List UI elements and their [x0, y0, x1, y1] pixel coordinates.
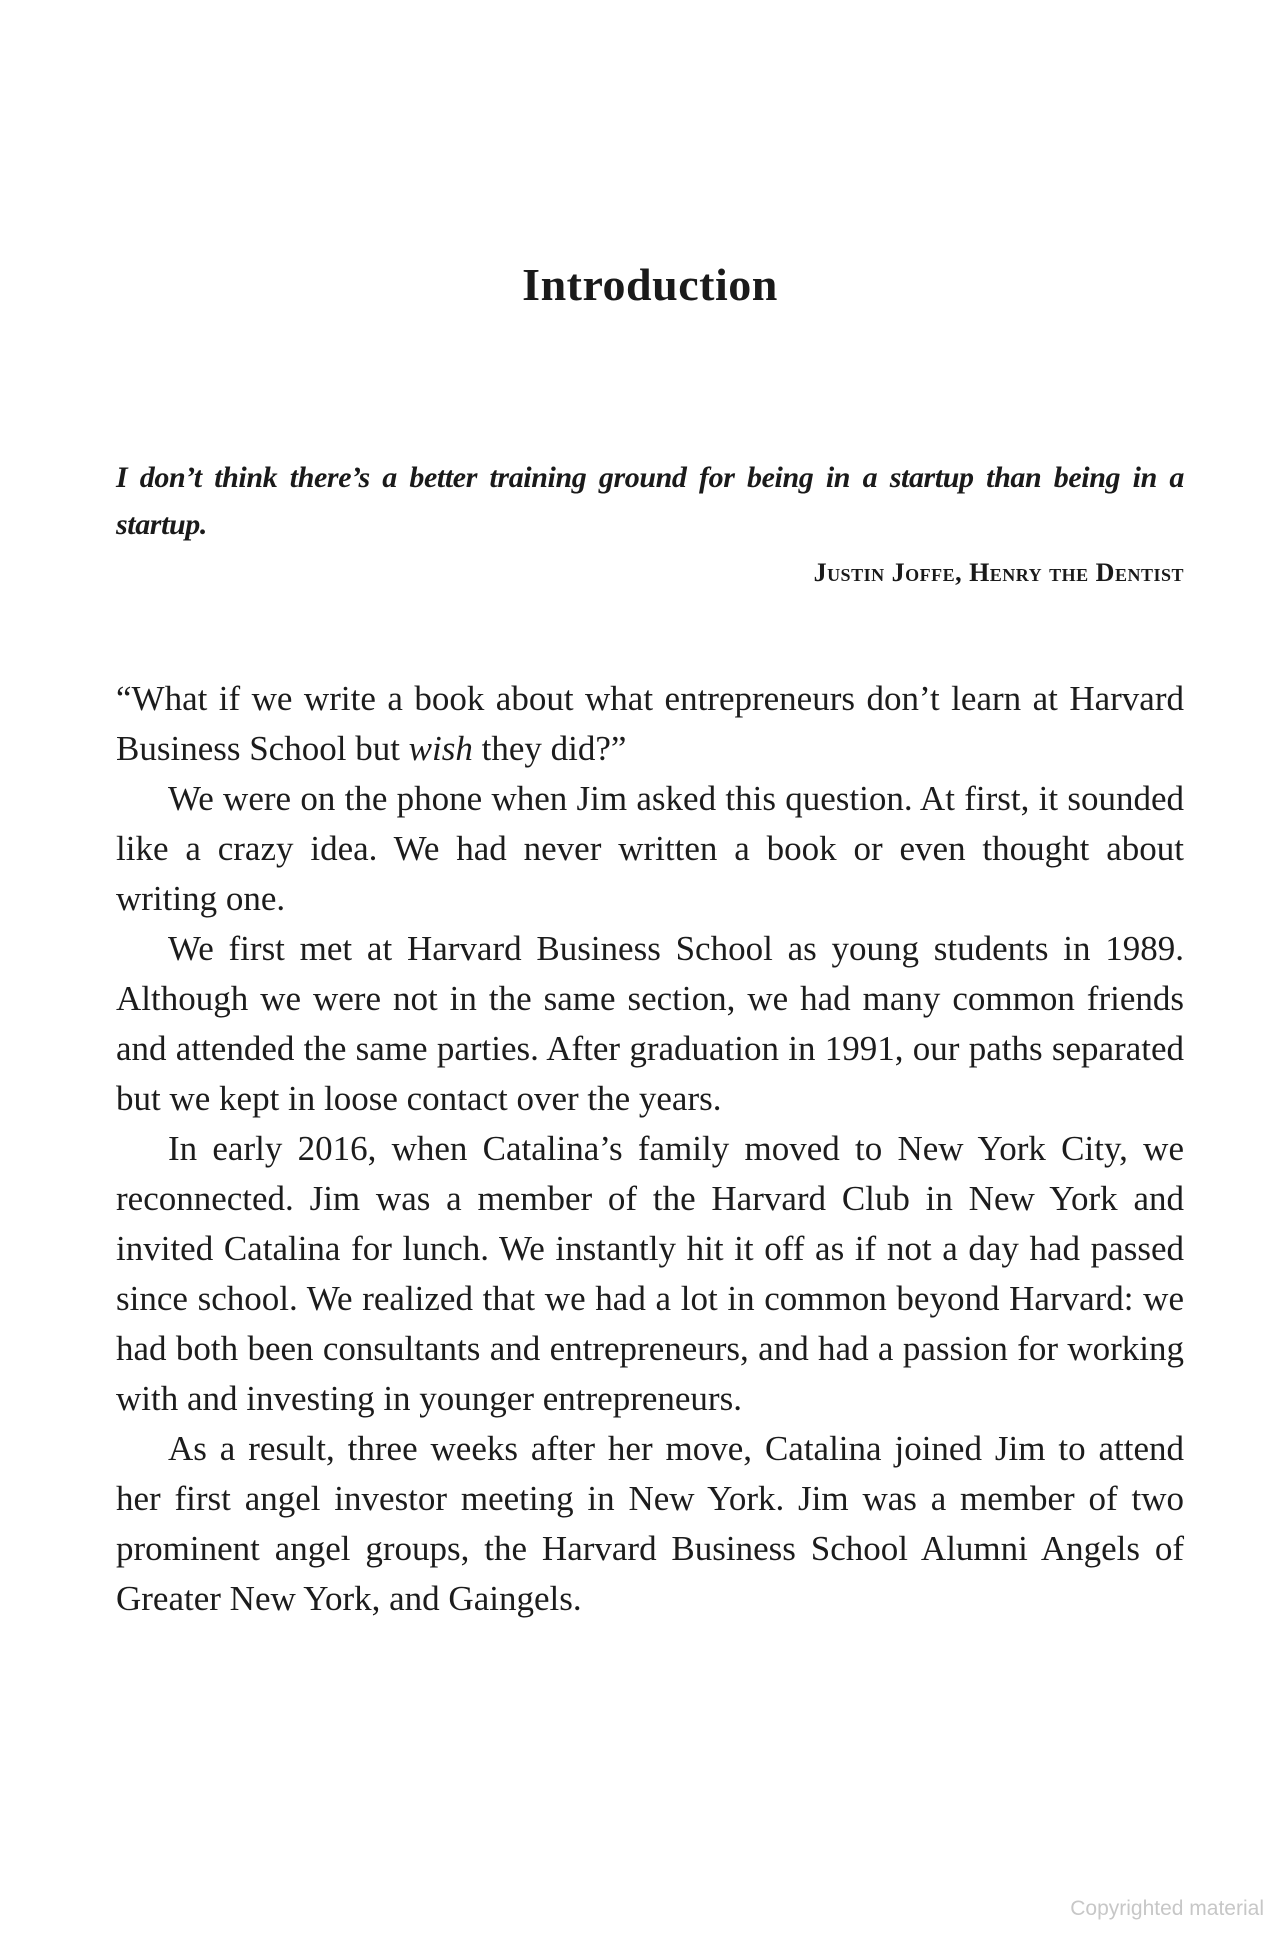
paragraph	[116, 774, 1184, 924]
text-run: As a result, three weeks after her move, Catalina joined Jim to attend her first angel investor meeting in New York. Jim was a member of two prominent angel groups, the Harvard Business School Alumni Angels of Greater New York, and Gaingels.	[116, 1429, 1184, 1618]
epigraph-attribution: Justin Joffe, Henry the Dentist	[813, 558, 1184, 587]
paragraph	[116, 924, 1184, 1124]
paragraph	[116, 1124, 1184, 1424]
body-paragraphs	[116, 674, 1184, 1624]
text-run: they did?”	[472, 729, 627, 768]
chapter-title: Introduction	[522, 259, 778, 310]
page-content	[116, 0, 1184, 1624]
epigraph-quote: I don’t think there’s a better training ground for being in a startup than being in a startup.	[116, 461, 1184, 541]
paragraph	[116, 1424, 1184, 1624]
copyright-watermark: Copyrighted material	[1070, 1897, 1264, 1920]
text-run: We first met at Harvard Business School as young students in 1989. Although we were not in the same section, we had many common friends and attended the same parties. After graduation in 1991, our paths separated but we kept in loose contact over the years.	[116, 929, 1184, 1118]
paragraph	[116, 674, 1184, 774]
italic-run: wish	[408, 729, 473, 768]
epigraph	[116, 454, 1184, 586]
text-run: “What if we write a book about what entrepreneurs don’t learn at Harvard Business School but	[116, 679, 1184, 768]
text-run: We were on the phone when Jim asked this question. At first, it sounded like a crazy idea. We had never written a book or even thought about writing one.	[116, 779, 1184, 918]
text-run: In early 2016, when Catalina’s family moved to New York City, we reconnected. Jim was a member of the Harvard Club in New York and invited Catalina for lunch. We instantly hit it off as if not a day had passed since school. We realized that we had a lot in common beyond Harvard: we had both been consultants and entrepreneurs, and had a passion for working with and investing in younger entrepreneurs.	[116, 1129, 1184, 1418]
